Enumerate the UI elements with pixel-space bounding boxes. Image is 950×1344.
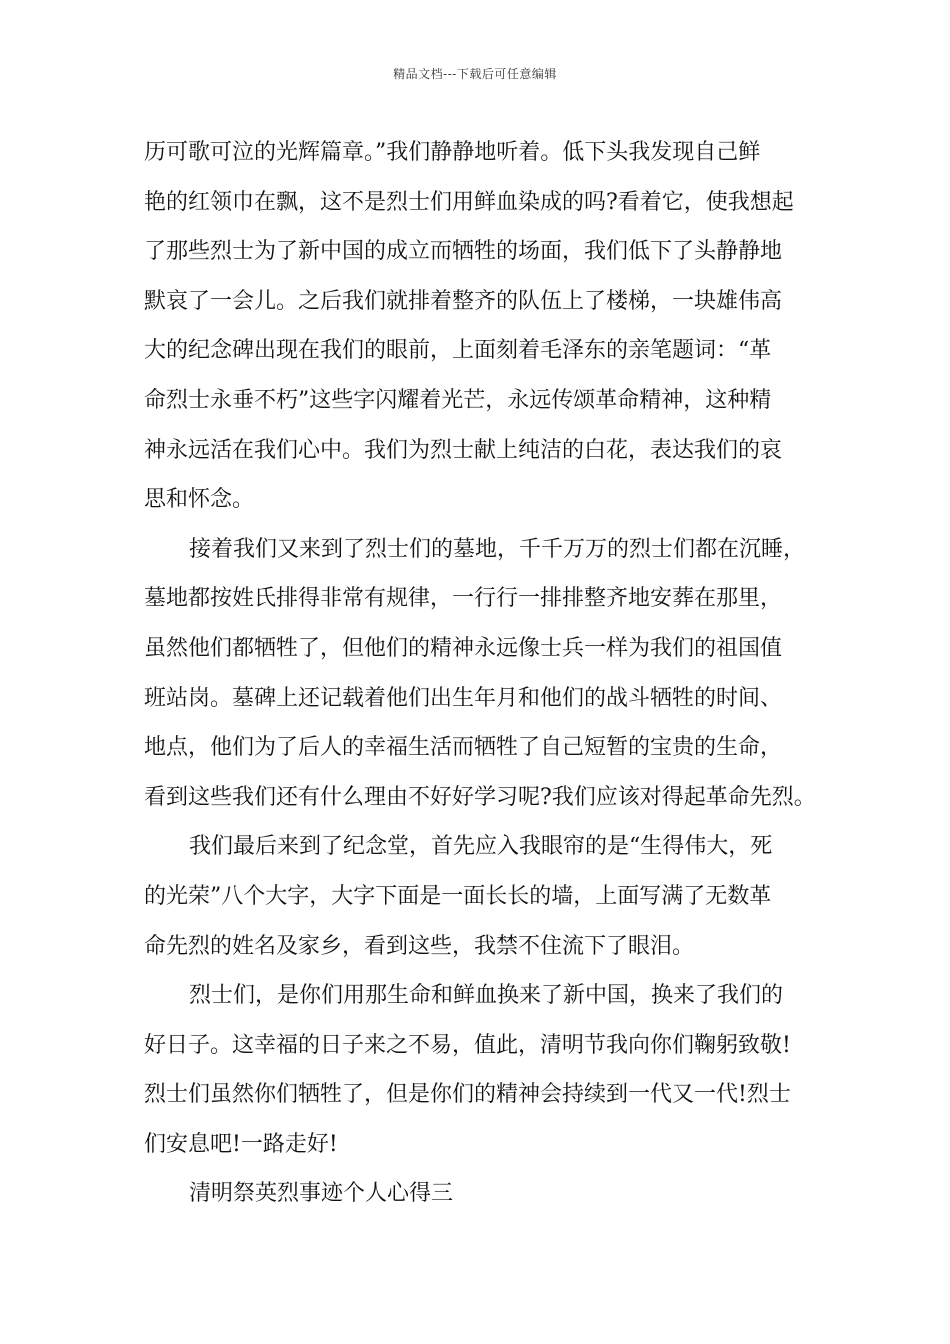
text-line: 神永远活在我们心中。我们为烈士献上纯洁的白花，表达我们的哀	[144, 437, 783, 463]
paragraph-3	[144, 822, 810, 971]
text-line: 好日子。这幸福的日子来之不易，值此，清明节我向你们鞠躬致敬!	[144, 1032, 791, 1058]
paragraph-2	[144, 525, 816, 823]
text-line: 地点，他们为了后人的幸福生活而牺牲了自己短暂的宝贵的生命，	[144, 735, 783, 761]
text-line: 班站岗。墓碑上还记载着他们出生年月和他们的战斗牺牲的时间、	[144, 685, 783, 711]
text-line: 了那些烈士为了新中国的成立而牺牲的场面，我们低下了头静静地	[144, 239, 783, 265]
text-line: 我们最后来到了纪念堂，首先应入我眼帘的是“生得伟大，死	[189, 834, 773, 860]
text-line: 接着我们又来到了烈士们的墓地，千千万万的烈士们都在沉睡，	[189, 536, 806, 562]
text-line: 思和怀念。	[144, 487, 255, 513]
text-line: 烈士们虽然你们牺牲了，但是你们的精神会持续到一代又一代!烈士	[144, 1082, 791, 1108]
text-line: 默哀了一会儿。之后我们就排着整齐的队伍上了楼梯，一块雄伟高	[144, 288, 783, 314]
page-header: 精品文档---下载后可任意编辑	[393, 67, 557, 81]
text-line: 墓地都按姓氏排得非常有规律，一行行一排排整齐地安葬在那里，	[144, 586, 783, 612]
document-body	[144, 128, 816, 1219]
text-line: 清明祭英烈事迹个人心得三	[189, 1181, 454, 1207]
paragraph-1	[144, 128, 810, 525]
text-line: 虽然他们都牺牲了，但他们的精神永远像士兵一样为我们的祖国值	[144, 635, 783, 661]
text-line: 历可歌可泣的光辉篇章。”我们静静地听着。低下头我发现自己鲜	[144, 140, 761, 165]
text-line: 的光荣”八个大字，大字下面是一面长长的墙，上面写满了无数革	[144, 883, 772, 909]
text-line: 烈士们，是你们用那生命和鲜血换来了新中国，换来了我们的	[189, 983, 784, 1009]
text-line: 大的纪念碑出现在我们的眼前，上面刻着毛泽东的亲笔题词：“革	[144, 338, 772, 364]
section-heading	[144, 1169, 810, 1219]
text-line: 艳的红领巾在飘，这不是烈士们用鲜血染成的吗?看着它，使我想起	[144, 189, 794, 215]
text-line: 命先烈的姓名及家乡，看到这些，我禁不住流下了眼泪。	[144, 933, 695, 959]
text-line: 们安息吧!一路走好!	[144, 1131, 338, 1157]
text-line: 看到这些我们还有什么理由不好好学习呢?我们应该对得起革命先烈。	[144, 784, 816, 810]
paragraph-4	[144, 971, 810, 1169]
text-line: 命烈士永垂不朽”这些字闪耀着光芒，永远传颂革命精神，这种精	[144, 387, 772, 413]
